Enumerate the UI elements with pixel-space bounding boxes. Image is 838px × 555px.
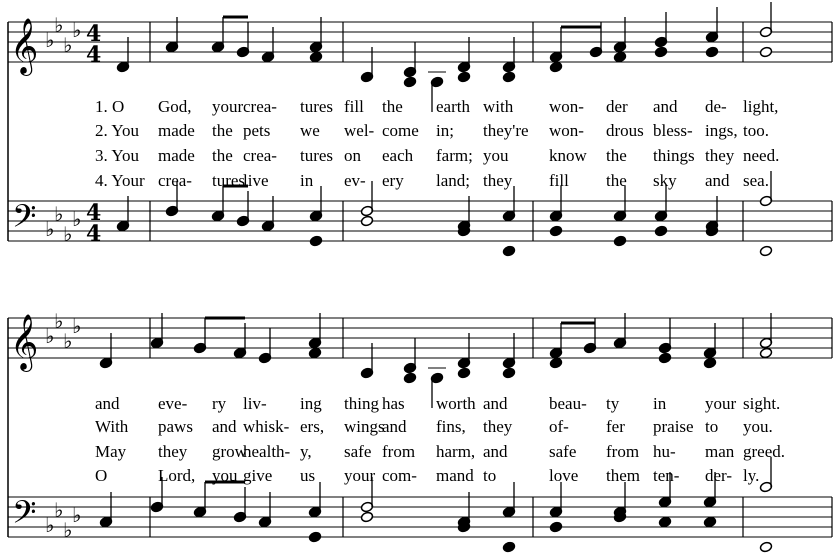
flat-sign: ♭ — [45, 217, 55, 241]
lyric-syllable: safe — [344, 442, 372, 461]
lyric-syllable: sea. — [743, 171, 769, 190]
lyric-syllable: the — [606, 171, 627, 190]
note-head — [502, 367, 515, 379]
lyric-syllable: in — [653, 394, 667, 413]
flat-sign: ♭ — [54, 309, 64, 333]
lyric-syllable: hu- — [653, 442, 676, 461]
lyric-line-2-1 — [0, 393, 838, 415]
note-head — [613, 235, 626, 247]
lyric-syllable: harm, — [436, 442, 476, 461]
lyric-syllable: they — [483, 417, 513, 436]
lyric-syllable: farm; — [436, 146, 473, 165]
lyric-syllable: 2. You — [95, 121, 139, 140]
flat-sign: ♭ — [54, 202, 64, 226]
lyric-syllable: y, — [300, 442, 312, 461]
flat-sign: ♭ — [63, 518, 73, 542]
lyric-syllable: and — [653, 97, 678, 116]
lyric-syllable: and — [483, 394, 508, 413]
lyric-syllable: whisk- — [243, 417, 290, 436]
note-head — [705, 46, 718, 58]
lyric-syllable: they're — [483, 121, 529, 140]
note-head — [360, 215, 373, 227]
lyric-syllable: paws — [158, 417, 193, 436]
note-head — [759, 46, 772, 58]
lyric-syllable: they — [483, 171, 513, 190]
note-head — [549, 357, 562, 369]
flat-sign: ♭ — [63, 329, 73, 353]
lyric-syllable: de- — [705, 97, 727, 116]
lyric-syllable: from — [382, 442, 416, 461]
flat-sign: ♭ — [45, 324, 55, 348]
lyric-syllable: man — [705, 442, 735, 461]
lyric-syllable: you. — [743, 417, 773, 436]
lyric-syllable: in; — [436, 121, 454, 140]
lyric-syllable: ers, — [300, 417, 325, 436]
lyric-line-2-4 — [0, 465, 838, 487]
lyric-line-1-2 — [0, 120, 838, 142]
lyric-syllable: and — [382, 417, 407, 436]
lyric-syllable: love — [549, 466, 579, 485]
note-head — [457, 71, 470, 83]
lyric-syllable: der- — [705, 466, 733, 485]
lyric-syllable: drous — [606, 121, 644, 140]
lyric-syllable: and — [705, 171, 730, 190]
bass-clef-icon: 𝄢 — [12, 198, 37, 242]
lyric-syllable: fer — [606, 417, 625, 436]
flat-sign: ♭ — [72, 18, 82, 42]
lyric-syllable: crea- — [243, 97, 277, 116]
note-head — [654, 46, 667, 58]
lyric-syllable: your — [344, 466, 376, 485]
note-head — [403, 76, 416, 88]
lyric-syllable: to — [705, 417, 719, 436]
note-head — [549, 225, 562, 237]
time-signature-bottom: 4 — [86, 42, 102, 68]
lyric-syllable: earth — [436, 97, 470, 116]
lyric-syllable: pets — [243, 121, 271, 140]
lyric-syllable: crea- — [243, 146, 277, 165]
lyric-syllable: made — [158, 146, 195, 165]
note-head — [654, 225, 667, 237]
lyric-syllable: bless- — [653, 121, 693, 140]
lyric-syllable: give — [243, 466, 273, 485]
lyric-syllable: on — [344, 146, 361, 165]
note-head — [759, 245, 772, 257]
note-head — [703, 516, 716, 528]
lyric-syllable: sight. — [743, 394, 781, 413]
time-signature-bottom: 4 — [86, 221, 102, 247]
lyric-syllable: in — [300, 171, 314, 190]
lyric-syllable: sky — [653, 171, 677, 190]
lyric-syllable: your — [705, 394, 737, 413]
lyric-syllable: you — [483, 146, 509, 165]
lyric-syllable: ry — [212, 394, 227, 413]
note-head — [549, 521, 562, 533]
flat-sign: ♭ — [63, 33, 73, 57]
flat-sign: ♭ — [54, 13, 64, 37]
flat-sign: ♭ — [72, 207, 82, 231]
lyric-syllable: ery — [382, 171, 404, 190]
lyric-syllable: and — [483, 442, 508, 461]
lyric-syllable: won- — [549, 121, 584, 140]
lyric-syllable: O — [95, 466, 108, 485]
time-signature-top: 4 — [86, 21, 102, 47]
lyric-syllable: to — [483, 466, 497, 485]
note-head — [703, 357, 716, 369]
flat-sign: ♭ — [72, 314, 82, 338]
lyric-syllable: thing — [344, 394, 379, 413]
treble-clef-icon: 𝄞 — [10, 314, 39, 370]
note-head — [308, 531, 321, 543]
lyric-syllable: made — [158, 121, 195, 140]
lyric-line-1-1 — [0, 96, 838, 118]
lyric-syllable: light, — [743, 97, 779, 116]
note-head — [360, 511, 373, 523]
lyric-syllable: worth — [436, 394, 476, 413]
lyric-syllable: we — [300, 121, 320, 140]
note-head — [308, 347, 321, 359]
lyric-syllable: God, — [158, 97, 192, 116]
lyric-syllable: ty — [606, 394, 620, 413]
lyric-syllable: them — [606, 466, 640, 485]
lyric-syllable: der — [606, 97, 628, 116]
lyric-syllable: com- — [382, 466, 417, 485]
flat-sign: ♭ — [72, 503, 82, 527]
lyric-syllable: fill — [344, 97, 364, 116]
lyric-syllable: tures — [300, 146, 334, 165]
note-head — [759, 347, 772, 359]
lyric-syllable: 3. You — [95, 146, 139, 165]
lyric-syllable: of- — [549, 417, 569, 436]
lyric-syllable: wings — [344, 417, 385, 436]
lyric-syllable: tures — [300, 97, 334, 116]
lyric-syllable: With — [95, 417, 129, 436]
note-head — [502, 541, 515, 553]
lyric-syllable: mand — [436, 466, 474, 485]
lyric-line-2-2 — [0, 416, 838, 438]
lyric-syllable: from — [606, 442, 640, 461]
lyric-syllable: beau- — [549, 394, 587, 413]
lyric-syllable: wel- — [344, 121, 375, 140]
note-head — [309, 51, 322, 63]
lyric-line-1-3 — [0, 145, 838, 167]
lyric-syllable: ev- — [344, 171, 366, 190]
lyric-syllable: won- — [549, 97, 584, 116]
lyric-line-2-3 — [0, 441, 838, 463]
lyric-syllable: they — [158, 442, 188, 461]
lyric-syllable: ly. — [743, 466, 760, 485]
lyric-syllable: eve- — [158, 394, 188, 413]
note-head — [309, 235, 322, 247]
lyric-syllable: fill — [549, 171, 569, 190]
lyric-syllable: crea- — [158, 171, 192, 190]
lyric-syllable: us — [300, 466, 316, 485]
lyric-syllable: your — [212, 97, 244, 116]
lyric-syllable: too. — [743, 121, 769, 140]
lyric-syllable: has — [382, 394, 405, 413]
flat-sign: ♭ — [45, 28, 55, 52]
lyric-syllable: know — [549, 146, 587, 165]
lyric-syllable: with — [483, 97, 514, 116]
lyric-syllable: the — [212, 121, 233, 140]
bass-clef-icon: 𝄢 — [12, 494, 37, 538]
lyric-syllable: each — [382, 146, 414, 165]
lyric-syllable: need. — [743, 146, 780, 165]
lyric-syllable: and — [95, 394, 120, 413]
lyric-syllable: safe — [549, 442, 577, 461]
note-head — [403, 372, 416, 384]
note-head — [658, 352, 671, 364]
note-head — [759, 541, 772, 553]
lyric-syllable: land; — [436, 171, 470, 190]
lyric-syllable: you — [212, 466, 238, 485]
lyric-syllable: ings, — [705, 121, 738, 140]
lyric-syllable: grow — [212, 442, 247, 461]
lyric-syllable: health- — [243, 442, 291, 461]
lyric-syllable: things — [653, 146, 695, 165]
lyric-syllable: fins, — [436, 417, 466, 436]
lyric-syllable: ing — [300, 394, 322, 413]
flat-sign: ♭ — [45, 513, 55, 537]
lyric-syllable: liv- — [243, 394, 267, 413]
time-signature-top: 4 — [86, 200, 102, 226]
lyric-syllable: 1. O — [95, 97, 125, 116]
lyric-syllable: they — [705, 146, 735, 165]
lyric-syllable: come — [382, 121, 419, 140]
note-head — [457, 367, 470, 379]
treble-clef-icon: 𝄞 — [10, 18, 39, 74]
lyric-syllable: the — [382, 97, 403, 116]
flat-sign: ♭ — [54, 498, 64, 522]
lyric-syllable: live — [243, 171, 269, 190]
lyric-line-1-4 — [0, 170, 838, 192]
lyric-syllable: 4. Your — [95, 171, 145, 190]
lyric-syllable: the — [212, 146, 233, 165]
lyric-syllable: Lord, — [158, 466, 196, 485]
note-head — [549, 61, 562, 73]
lyric-syllable: greed. — [743, 442, 786, 461]
lyric-syllable: tures — [212, 171, 246, 190]
lyric-syllable: ten- — [653, 466, 680, 485]
lyric-syllable: the — [606, 146, 627, 165]
flat-sign: ♭ — [63, 222, 73, 246]
lyric-syllable: and — [212, 417, 237, 436]
lyric-syllable: May — [95, 442, 127, 461]
note-head — [502, 71, 515, 83]
note-head — [502, 245, 515, 257]
note-head — [658, 516, 671, 528]
lyric-syllable: praise — [653, 417, 694, 436]
note-head — [613, 51, 626, 63]
